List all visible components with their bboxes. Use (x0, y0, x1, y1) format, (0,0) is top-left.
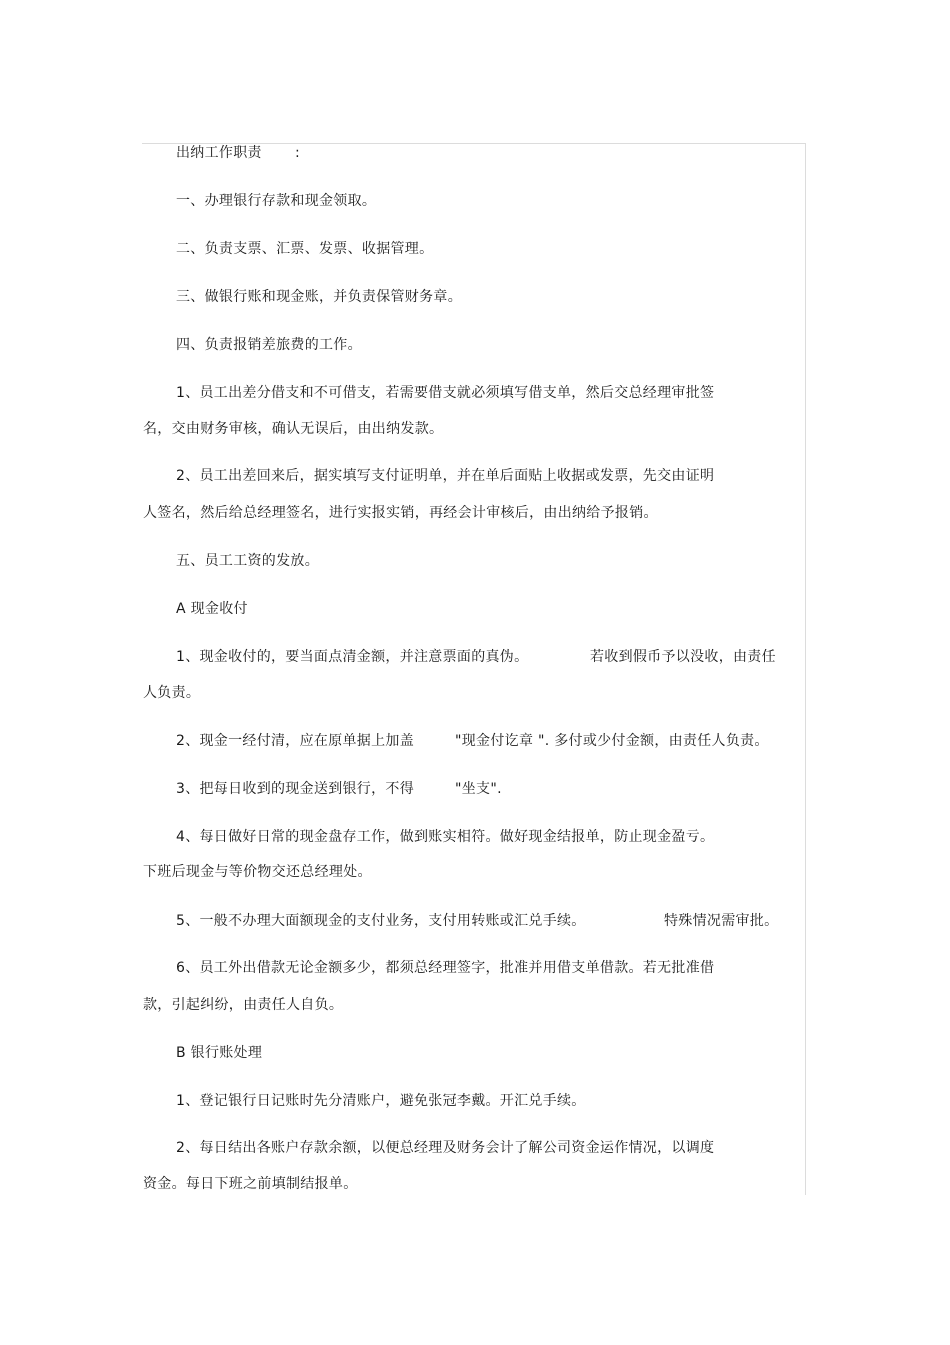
b1-line1: 1、登记银行日记账时先分清账户，避免张冠李戴。开汇兑手续。 (176, 1093, 586, 1109)
document-title: 出纳工作职责 (176, 145, 262, 161)
section-5: 五、员工工资的发放。 (176, 553, 319, 569)
a4-line1: 4、每日做好日常的现金盘存工作，做到账实相符。做好现金结报单，防止现金盈亏。 (176, 829, 715, 845)
a2-line1: 2、现金一经付清，应在原单据上加盖 (176, 733, 415, 749)
subsection-b: B 银行账处理 (176, 1045, 263, 1061)
a6-line1: 6、员工外出借款无论金额多少，都须总经理签字，批准并用借支单借款。若无批准借 (176, 960, 715, 976)
a4-line2: 下班后现金与等价物交还总经理处。 (143, 864, 372, 880)
a2-line1-continued: "现金付讫章 ". 多付或少付金额，由责任人负责。 (455, 733, 769, 749)
section-4: 四、负责报销差旅费的工作。 (176, 337, 362, 353)
section-1: 一、办理银行存款和现金领取。 (176, 193, 377, 209)
b2-line2: 资金。每日下班之前填制结报单。 (143, 1176, 358, 1192)
a3-line1-continued: "坐支". (455, 781, 502, 797)
section-2: 二、负责支票、汇票、发票、收据管理。 (176, 241, 434, 257)
a5-line1: 5、一般不办理大面额现金的支付业务，支付用转账或汇兑手续。 (176, 913, 586, 929)
a1-line2: 人负责。 (143, 685, 201, 701)
s4-item1-line2: 名，交由财务审核，确认无误后，由出纳发款。 (143, 421, 444, 437)
a3-line1: 3、把每日收到的现金送到银行，不得 (176, 781, 415, 797)
s4-item1-line1: 1、员工出差分借支和不可借支，若需要借支就必须填写借支单，然后交总经理审批签 (176, 385, 715, 401)
subsection-a: A 现金收付 (176, 601, 248, 617)
a5-line1-continued: 特殊情况需审批。 (664, 913, 779, 929)
a6-line2: 款，引起纠纷，由责任人自负。 (143, 997, 344, 1013)
a1-line1-continued: 若收到假币予以没收，由责任 (590, 649, 776, 665)
section-3: 三、做银行账和现金账，并负责保管财务章。 (176, 289, 462, 305)
s4-item2-line2: 人签名，然后给总经理签名，进行实报实销，再经会计审核后，由出纳给予报销。 (143, 505, 658, 521)
document-title-colon: : (295, 145, 301, 161)
a1-line1: 1、现金收付的，要当面点清金额，并注意票面的真伪。 (176, 649, 529, 665)
b2-line1: 2、每日结出各账户存款余额，以便总经理及财务会计了解公司资金运作情况，以调度 (176, 1140, 715, 1156)
s4-item2-line1: 2、员工出差回来后，据实填写支付证明单，并在单后面贴上收据或发票，先交由证明 (176, 468, 715, 484)
